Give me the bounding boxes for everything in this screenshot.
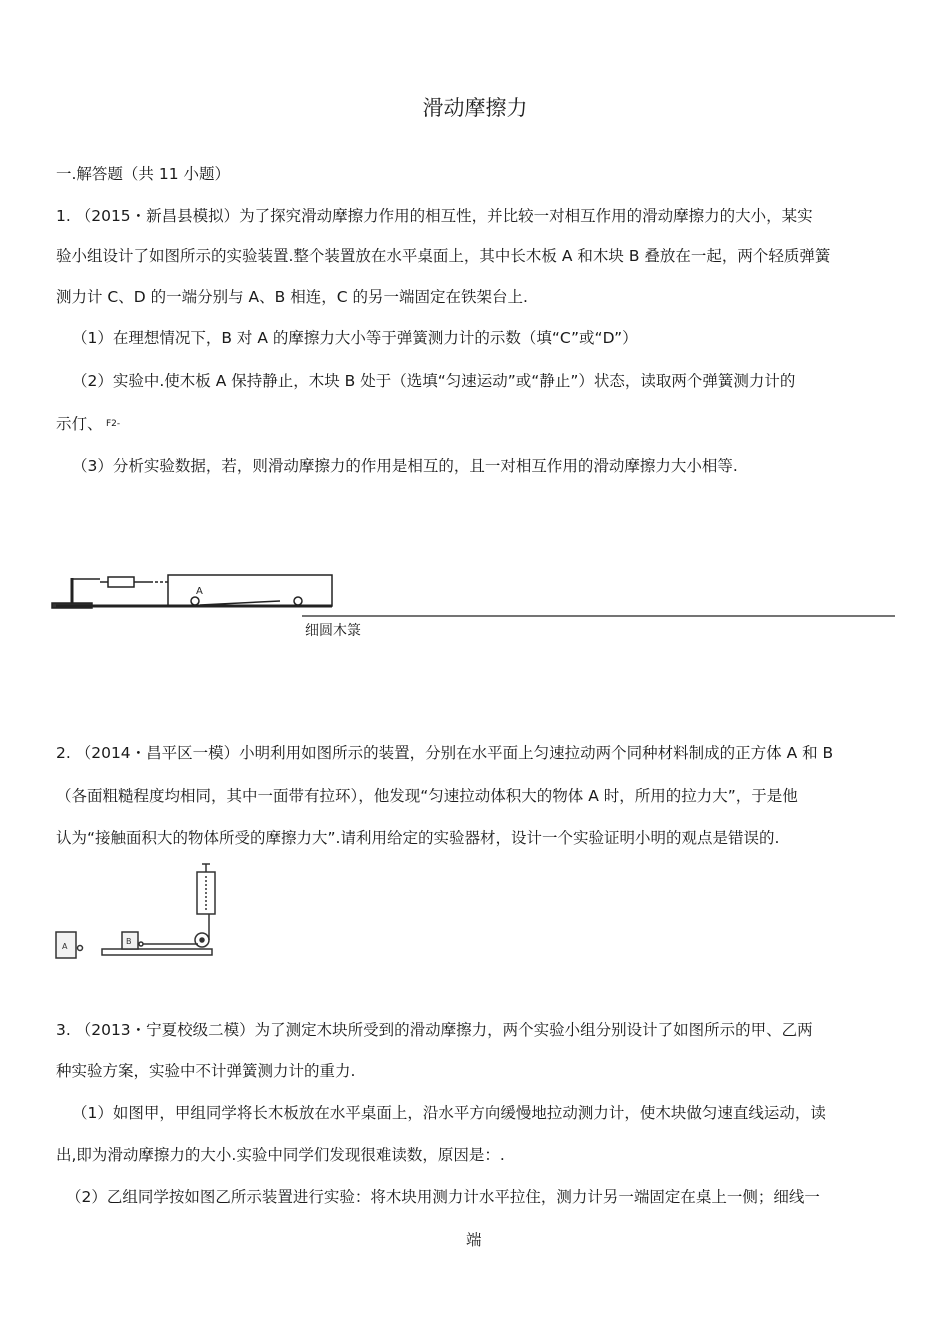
cube-label-a: A <box>62 942 68 951</box>
section-heading: 一.解答题（共 11 小题） <box>56 165 231 183</box>
board-label-a: A <box>196 586 203 597</box>
q1-line-2: 验小组设计了如图所示的实验装置.整个装置放在水平桌面上，其中长木板 A 和木块 B 叠放在一起，两个轻质弹簧 <box>56 247 831 265</box>
q1-apparatus-figure <box>50 570 900 620</box>
q2-line-2: （各面粗糙程度均相同，其中一面带有拉环），他发现“匀速拉动体积大的物体 A 时，所用的拉力大”，于是他 <box>56 787 798 805</box>
q1-part-2: （2）实验中.使木板 A 保持静止，木块 B 处于（选填“匀速运动”或“静止”）状态，读取两个弹簧测力计的 <box>72 372 796 390</box>
q1-line-3: 测力计 C、D 的一端分别与 A、B 相连，C 的另一端固定在铁架台上. <box>56 288 528 306</box>
q3-line-1: 3. （2013・宁夏校级二模）为了测定木块所受到的滑动摩擦力，两个实验小组分别设计了如图所示的甲、乙两 <box>56 1021 813 1039</box>
board-b <box>102 949 212 955</box>
q3-tail: 端 <box>466 1231 482 1249</box>
q3-part-1-cont: 出,即为滑动摩擦力的大小.实验中同学们发现很难读数，原因是：. <box>56 1146 505 1164</box>
q1-part-3: （3）分析实验数据，若，则滑动摩擦力的作用是相互的，且一对相互作用的滑动摩擦力大小相等. <box>72 457 738 475</box>
q1-figure-caption: 细圆木箓 <box>305 623 361 639</box>
q2-apparatus-figure <box>52 862 232 964</box>
cube-label-b: B <box>126 937 132 946</box>
q1-line-1: 1. （2015・新昌县模拟）为了探究滑动摩擦力作用的相互性，并比较一对相互作用的滑动摩擦力的大小，某实 <box>56 207 813 225</box>
q2-line-1: 2. （2014・昌平区一模）小明利用如图所示的装置，分别在水平面上匀速拉动两个同种材料制成的正方体 A 和 B <box>56 744 834 762</box>
q1-part-2-cont: 示仃、 <box>56 415 103 433</box>
q2-line-3: 认为“接触面积大的物体所受的摩擦力大”.请利用给定的实验器材，设计一个实验证明小明的观点是错误的. <box>56 829 780 847</box>
q3-part-1: （1）如图甲，甲组同学将长木板放在水平桌面上，沿水平方向缓慢地拉动测力计，使木块做匀速直线运动，读 <box>72 1104 826 1122</box>
q1-part-1: （1）在理想情况下，B 对 A 的摩擦力大小等于弹簧测力计的示数（填“C”或“D”） <box>72 329 638 347</box>
roller-left <box>191 597 199 605</box>
spring-scale-c <box>108 577 134 587</box>
page-title: 滑动摩擦力 <box>422 96 528 120</box>
q3-line-2: 种实验方案，实验中不计弹簧测力计的重力. <box>56 1062 356 1080</box>
roller-right <box>294 597 302 605</box>
q1-f2-subscript: F2- <box>106 419 121 429</box>
q3-part-2: （2）乙组同学按如图乙所示装置进行实验：将木块用测力计水平拉住，测力计另一端固定在桌上一侧；细线一 <box>66 1188 820 1206</box>
